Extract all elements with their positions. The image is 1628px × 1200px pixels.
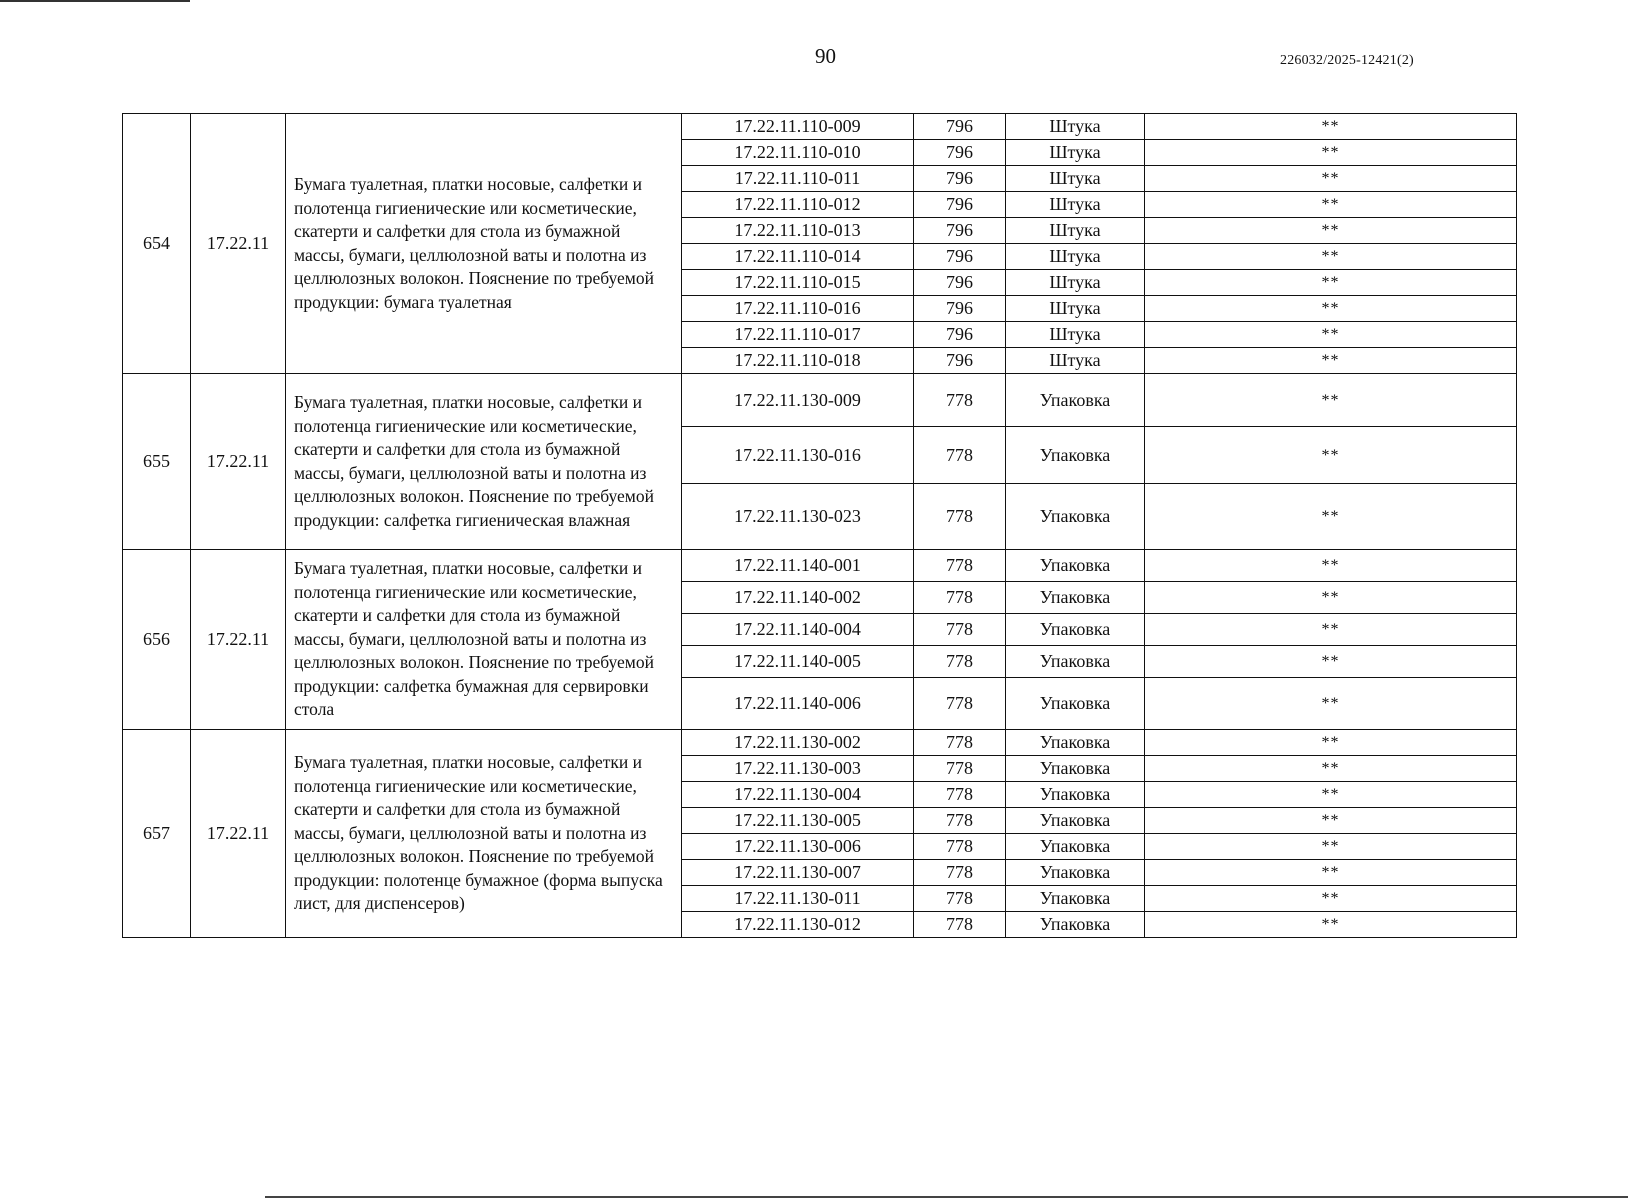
requirement-mark-cell: ** (1145, 614, 1517, 646)
requirement-mark-cell: ** (1145, 808, 1517, 834)
unit-name-cell: Упаковка (1006, 756, 1145, 782)
unit-name-cell: Упаковка (1006, 427, 1145, 484)
okei-code-cell: 796 (914, 348, 1006, 374)
ktru-code-cell: 17.22.11.110-018 (682, 348, 914, 374)
okei-code-cell: 796 (914, 322, 1006, 348)
unit-name-cell: Упаковка (1006, 808, 1145, 834)
requirement-mark-cell: ** (1145, 484, 1517, 550)
ktru-code-cell: 17.22.11.130-006 (682, 834, 914, 860)
unit-name-cell: Упаковка (1006, 886, 1145, 912)
okei-code-cell: 778 (914, 374, 1006, 427)
okpd-code-cell: 17.22.11 (191, 550, 286, 730)
okei-code-cell: 796 (914, 140, 1006, 166)
unit-name-cell: Штука (1006, 218, 1145, 244)
okei-code-cell: 796 (914, 166, 1006, 192)
requirement-mark-cell: ** (1145, 860, 1517, 886)
ktru-code-cell: 17.22.11.130-023 (682, 484, 914, 550)
item-number-cell: 654 (123, 114, 191, 374)
product-description-cell: Бумага туалетная, платки носовые, салфетки и полотенца гигиенические или косметические, скатерти и салфетки для стола из бумажной массы, бумаги, целлюлозной ваты и полотна из целлюлозных волокон. Пояснение по требуемой продукции: бумага туалетная (286, 114, 682, 374)
unit-name-cell: Упаковка (1006, 678, 1145, 730)
okei-code-cell: 796 (914, 270, 1006, 296)
ktru-code-cell: 17.22.11.130-012 (682, 912, 914, 938)
table-row (123, 550, 1517, 582)
document-id: 226032/2025-12421(2) (1280, 53, 1414, 68)
unit-name-cell: Упаковка (1006, 646, 1145, 678)
requirement-mark-cell: ** (1145, 322, 1517, 348)
unit-name-cell: Упаковка (1006, 730, 1145, 756)
unit-name-cell: Упаковка (1006, 782, 1145, 808)
ktru-code-cell: 17.22.11.130-009 (682, 374, 914, 427)
ktru-code-cell: 17.22.11.110-012 (682, 192, 914, 218)
ktru-code-cell: 17.22.11.130-002 (682, 730, 914, 756)
requirement-mark-cell: ** (1145, 192, 1517, 218)
requirement-mark-cell: ** (1145, 244, 1517, 270)
ktru-code-cell: 17.22.11.110-009 (682, 114, 914, 140)
ktru-code-cell: 17.22.11.140-005 (682, 646, 914, 678)
requirement-mark-cell: ** (1145, 166, 1517, 192)
requirement-mark-cell: ** (1145, 114, 1517, 140)
scan-edge-line-top (0, 0, 190, 2)
unit-name-cell: Упаковка (1006, 484, 1145, 550)
requirement-mark-cell: ** (1145, 886, 1517, 912)
requirement-mark-cell: ** (1145, 140, 1517, 166)
okei-code-cell: 778 (914, 886, 1006, 912)
okpd-code-cell: 17.22.11 (191, 114, 286, 374)
requirement-mark-cell: ** (1145, 550, 1517, 582)
okei-code-cell: 778 (914, 912, 1006, 938)
okei-code-cell: 778 (914, 808, 1006, 834)
okei-code-cell: 778 (914, 427, 1006, 484)
okei-code-cell: 778 (914, 756, 1006, 782)
okei-code-cell: 778 (914, 484, 1006, 550)
okei-code-cell: 796 (914, 114, 1006, 140)
ktru-code-cell: 17.22.11.110-014 (682, 244, 914, 270)
ktru-code-cell: 17.22.11.110-010 (682, 140, 914, 166)
okei-code-cell: 778 (914, 614, 1006, 646)
unit-name-cell: Штука (1006, 348, 1145, 374)
ktru-code-cell: 17.22.11.140-002 (682, 582, 914, 614)
ktru-code-cell: 17.22.11.110-017 (682, 322, 914, 348)
requirement-mark-cell: ** (1145, 730, 1517, 756)
unit-name-cell: Штука (1006, 114, 1145, 140)
ktru-code-cell: 17.22.11.110-013 (682, 218, 914, 244)
unit-name-cell: Штука (1006, 296, 1145, 322)
unit-name-cell: Штука (1006, 244, 1145, 270)
unit-name-cell: Штука (1006, 270, 1145, 296)
ktru-code-cell: 17.22.11.130-005 (682, 808, 914, 834)
products-table-body (123, 114, 1517, 938)
unit-name-cell: Упаковка (1006, 374, 1145, 427)
requirement-mark-cell: ** (1145, 427, 1517, 484)
okei-code-cell: 778 (914, 550, 1006, 582)
ktru-code-cell: 17.22.11.110-011 (682, 166, 914, 192)
ktru-code-cell: 17.22.11.110-016 (682, 296, 914, 322)
ktru-code-cell: 17.22.11.130-004 (682, 782, 914, 808)
requirement-mark-cell: ** (1145, 678, 1517, 730)
okei-code-cell: 778 (914, 782, 1006, 808)
scan-edge-line-bottom (265, 1196, 1628, 1198)
okei-code-cell: 796 (914, 244, 1006, 270)
item-number-cell: 656 (123, 550, 191, 730)
okei-code-cell: 778 (914, 834, 1006, 860)
products-table (122, 113, 1517, 938)
ktru-code-cell: 17.22.11.130-011 (682, 886, 914, 912)
product-description-cell: Бумага туалетная, платки носовые, салфетки и полотенца гигиенические или косметические, скатерти и салфетки для стола из бумажной массы, бумаги, целлюлозной ваты и полотна из целлюлозных волокон. Пояснение по требуемой продукции: салфетка бумажная для сервировки стола (286, 550, 682, 730)
requirement-mark-cell: ** (1145, 296, 1517, 322)
requirement-mark-cell: ** (1145, 782, 1517, 808)
okei-code-cell: 796 (914, 192, 1006, 218)
table-row (123, 730, 1517, 756)
requirement-mark-cell: ** (1145, 646, 1517, 678)
ktru-code-cell: 17.22.11.140-004 (682, 614, 914, 646)
unit-name-cell: Штука (1006, 192, 1145, 218)
ktru-code-cell: 17.22.11.110-015 (682, 270, 914, 296)
unit-name-cell: Штука (1006, 166, 1145, 192)
ktru-code-cell: 17.22.11.130-016 (682, 427, 914, 484)
unit-name-cell: Штука (1006, 140, 1145, 166)
requirement-mark-cell: ** (1145, 374, 1517, 427)
okei-code-cell: 796 (914, 218, 1006, 244)
okei-code-cell: 796 (914, 296, 1006, 322)
okei-code-cell: 778 (914, 678, 1006, 730)
item-number-cell: 657 (123, 730, 191, 938)
requirement-mark-cell: ** (1145, 912, 1517, 938)
okpd-code-cell: 17.22.11 (191, 374, 286, 550)
table-row (123, 114, 1517, 140)
unit-name-cell: Упаковка (1006, 614, 1145, 646)
ktru-code-cell: 17.22.11.130-007 (682, 860, 914, 886)
requirement-mark-cell: ** (1145, 348, 1517, 374)
table-row (123, 374, 1517, 427)
unit-name-cell: Упаковка (1006, 912, 1145, 938)
requirement-mark-cell: ** (1145, 218, 1517, 244)
okei-code-cell: 778 (914, 582, 1006, 614)
ktru-code-cell: 17.22.11.140-006 (682, 678, 914, 730)
ktru-code-cell: 17.22.11.130-003 (682, 756, 914, 782)
okei-code-cell: 778 (914, 860, 1006, 886)
unit-name-cell: Упаковка (1006, 582, 1145, 614)
unit-name-cell: Штука (1006, 322, 1145, 348)
okei-code-cell: 778 (914, 646, 1006, 678)
okei-code-cell: 778 (914, 730, 1006, 756)
unit-name-cell: Упаковка (1006, 550, 1145, 582)
page-number: 90 (815, 44, 836, 68)
item-number-cell: 655 (123, 374, 191, 550)
okpd-code-cell: 17.22.11 (191, 730, 286, 938)
requirement-mark-cell: ** (1145, 756, 1517, 782)
product-description-cell: Бумага туалетная, платки носовые, салфетки и полотенца гигиенические или косметические, скатерти и салфетки для стола из бумажной массы, бумаги, целлюлозной ваты и полотна из целлюлозных волокон. Пояснение по требуемой продукции: салфетка гигиеническая влажная (286, 374, 682, 550)
unit-name-cell: Упаковка (1006, 860, 1145, 886)
requirement-mark-cell: ** (1145, 270, 1517, 296)
product-description-cell: Бумага туалетная, платки носовые, салфетки и полотенца гигиенические или косметические, скатерти и салфетки для стола из бумажной массы, бумаги, целлюлозной ваты и полотна из целлюлозных волокон. Пояснение по требуемой продукции: полотенце бумажное (форма выпуска лист, для диспенсеров) (286, 730, 682, 938)
requirement-mark-cell: ** (1145, 582, 1517, 614)
unit-name-cell: Упаковка (1006, 834, 1145, 860)
requirement-mark-cell: ** (1145, 834, 1517, 860)
ktru-code-cell: 17.22.11.140-001 (682, 550, 914, 582)
